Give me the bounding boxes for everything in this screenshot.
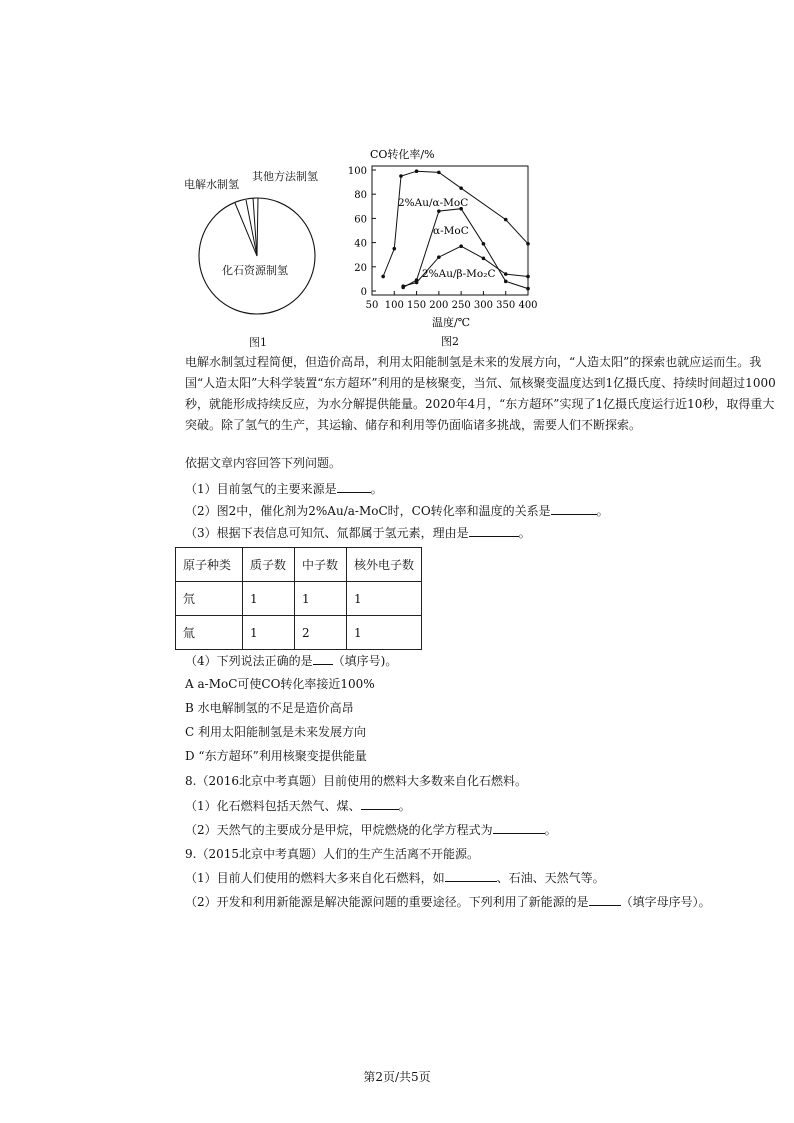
option-b: B 水电解制氢的不足是造价高昂 [185, 701, 354, 715]
punctuation: 。 [518, 526, 531, 540]
question-4 [185, 652, 397, 669]
x-tick-label: 50 [365, 300, 379, 311]
table-cell: 1 [243, 582, 295, 616]
pie-label-other: 其他方法制氢 [252, 170, 318, 183]
data-point [437, 255, 441, 259]
y-tick-label: 40 [354, 238, 367, 250]
table-cell: 1 [295, 582, 347, 616]
punctuation: 。 [544, 823, 557, 837]
x-tick-label: 250 [451, 300, 471, 311]
series-label-au-alpha-moc: 2%Au/α-MoC [398, 197, 469, 209]
table-header-row [176, 548, 422, 582]
series-label-alpha-moc: α-MoC [433, 225, 469, 237]
data-point [415, 281, 419, 285]
table-cell: 1 [347, 582, 422, 616]
table-header-cell: 核外电子数 [347, 548, 422, 582]
table-cell: 氚 [176, 616, 243, 650]
data-point [482, 242, 486, 246]
data-point [504, 218, 508, 222]
question-9-part-2-text: （2）开发和利用新能源是解决能源问题的重要途径。下列利用了新能源的是 [185, 895, 589, 909]
data-point [504, 272, 508, 276]
data-point [482, 257, 486, 261]
answer-blank[interactable] [445, 869, 497, 882]
answer-blank[interactable] [361, 797, 399, 810]
option-a: A a-MoC可使CO转化率接近100% [185, 677, 375, 691]
y-tick-label: 0 [360, 287, 367, 298]
instruction: 依据文章内容回答下列问题。 [185, 456, 342, 470]
data-point [415, 169, 419, 173]
data-point [459, 186, 463, 190]
table-header-cell: 质子数 [243, 548, 295, 582]
table-header-cell: 中子数 [295, 548, 347, 582]
x-tick-label: 400 [518, 300, 538, 311]
data-point [459, 244, 463, 248]
answer-blank[interactable] [313, 652, 333, 665]
table-row [176, 616, 422, 650]
question-3 [185, 524, 531, 541]
question-9-part-1-text: （1）目前人们使用的燃料大多来自化石燃料，如 [185, 871, 445, 885]
answer-blank[interactable] [589, 893, 621, 906]
y-axis-label: CO转化率/% [370, 148, 435, 161]
table-cell: 氘 [176, 582, 243, 616]
question-8-part-2-text: （2）天然气的主要成分是甲烷，甲烷燃烧的化学方程式为 [185, 823, 493, 837]
x-tick-label: 200 [429, 300, 449, 311]
y-tick-label: 100 [347, 166, 367, 177]
series-label-au-beta-mo2c: 2%Au/β-Mo₂C [422, 268, 496, 280]
atom-table [175, 547, 422, 650]
punctuation: 。 [398, 799, 411, 813]
table-cell: 2 [295, 616, 347, 650]
option-c: C 利用太阳能制氢是未来发展方向 [185, 725, 366, 739]
question-9-part-1 [185, 869, 605, 886]
data-point [381, 275, 385, 279]
question-4-suffix: （填序号)。 [332, 654, 398, 668]
figure2-line-chart [340, 140, 555, 355]
data-point [526, 275, 530, 279]
series-line-2 [403, 246, 528, 286]
question-8-part-1 [185, 797, 411, 814]
data-point [399, 174, 403, 178]
question-9-stem: 9.（2015北京中考真题）人们的生产生活离不开能源。 [185, 847, 479, 861]
question-2-text: （2）图2中，催化剂为2%Au/a-MoC时，CO转化率和温度的关系是 [185, 504, 551, 518]
question-9-part-2-suffix: （填字母序号）。 [620, 895, 711, 909]
data-point [437, 171, 441, 175]
answer-blank[interactable] [337, 480, 371, 493]
x-tick-label: 300 [473, 300, 493, 311]
data-point [504, 280, 508, 284]
data-point [437, 209, 441, 213]
table-cell: 1 [347, 616, 422, 650]
article-paragraph: 电解水制氢过程简便，但造价高昂，利用太阳能制氢是未来的发展方向，“人造太阳”的探索也就应运而生。我国“人造太阳”大科学装置“东方超环”利用的是核聚变，当氘、氚核聚变温度达到1亿摄氏度、持续时间超过1000秒，就能形成持续反应，为水分解提供能量。2020年4月，“东方超环”实现了1亿摄氏度运行近10秒，取得重大突破。除了氢气的生产，其运输、储存和利用等仍面临诸多挑战，需要人们不断探索。 [185, 355, 776, 432]
page-number: 第2页/共5页 [363, 1070, 431, 1084]
table-cell: 1 [243, 616, 295, 650]
y-tick-label: 60 [354, 214, 367, 226]
y-tick-label: 80 [354, 190, 367, 202]
x-tick-label: 150 [407, 300, 427, 311]
data-point [401, 284, 405, 288]
figure1-caption: 图1 [249, 336, 267, 349]
question-1 [185, 480, 383, 497]
x-axis-label: 温度/℃ [432, 316, 471, 329]
x-tick-label: 100 [384, 300, 404, 311]
answer-blank[interactable] [551, 502, 597, 515]
question-8-part-1-text: （1）化石燃料包括天然气、煤、 [185, 799, 361, 813]
pie-label-fossil: 化石资源制氢 [222, 264, 288, 277]
question-8-part-2 [185, 821, 557, 838]
table-row [176, 582, 422, 616]
y-tick-label: 20 [354, 262, 367, 274]
question-4-text: （4）下列说法正确的是 [185, 654, 313, 668]
question-2 [185, 502, 609, 519]
punctuation: 。 [596, 504, 609, 518]
answer-blank[interactable] [469, 524, 519, 537]
x-tick-label: 350 [496, 300, 516, 311]
data-point [526, 287, 530, 291]
series-line-0 [383, 171, 528, 276]
answer-blank[interactable] [493, 821, 545, 834]
table-header-cell: 原子种类 [176, 548, 243, 582]
question-9-part-1-suffix: 、石油、天然气等。 [496, 871, 605, 885]
data-point [392, 247, 396, 251]
pie-label-electrolysis: 电解水制氢 [184, 178, 239, 191]
option-d: D “东方超环”利用核聚变提供能量 [185, 749, 367, 763]
punctuation: 。 [370, 482, 383, 496]
question-8-stem: 8.（2016北京中考真题）目前使用的燃料大多数来自化石燃料。 [185, 774, 527, 788]
figure2-caption: 图2 [441, 335, 459, 348]
data-point [526, 242, 530, 246]
question-3-text: （3）根据下表信息可知氘、氚都属于氢元素，理由是 [185, 526, 469, 540]
question-9-part-2 [185, 893, 711, 910]
question-1-text: （1）目前氢气的主要来源是 [185, 482, 337, 496]
